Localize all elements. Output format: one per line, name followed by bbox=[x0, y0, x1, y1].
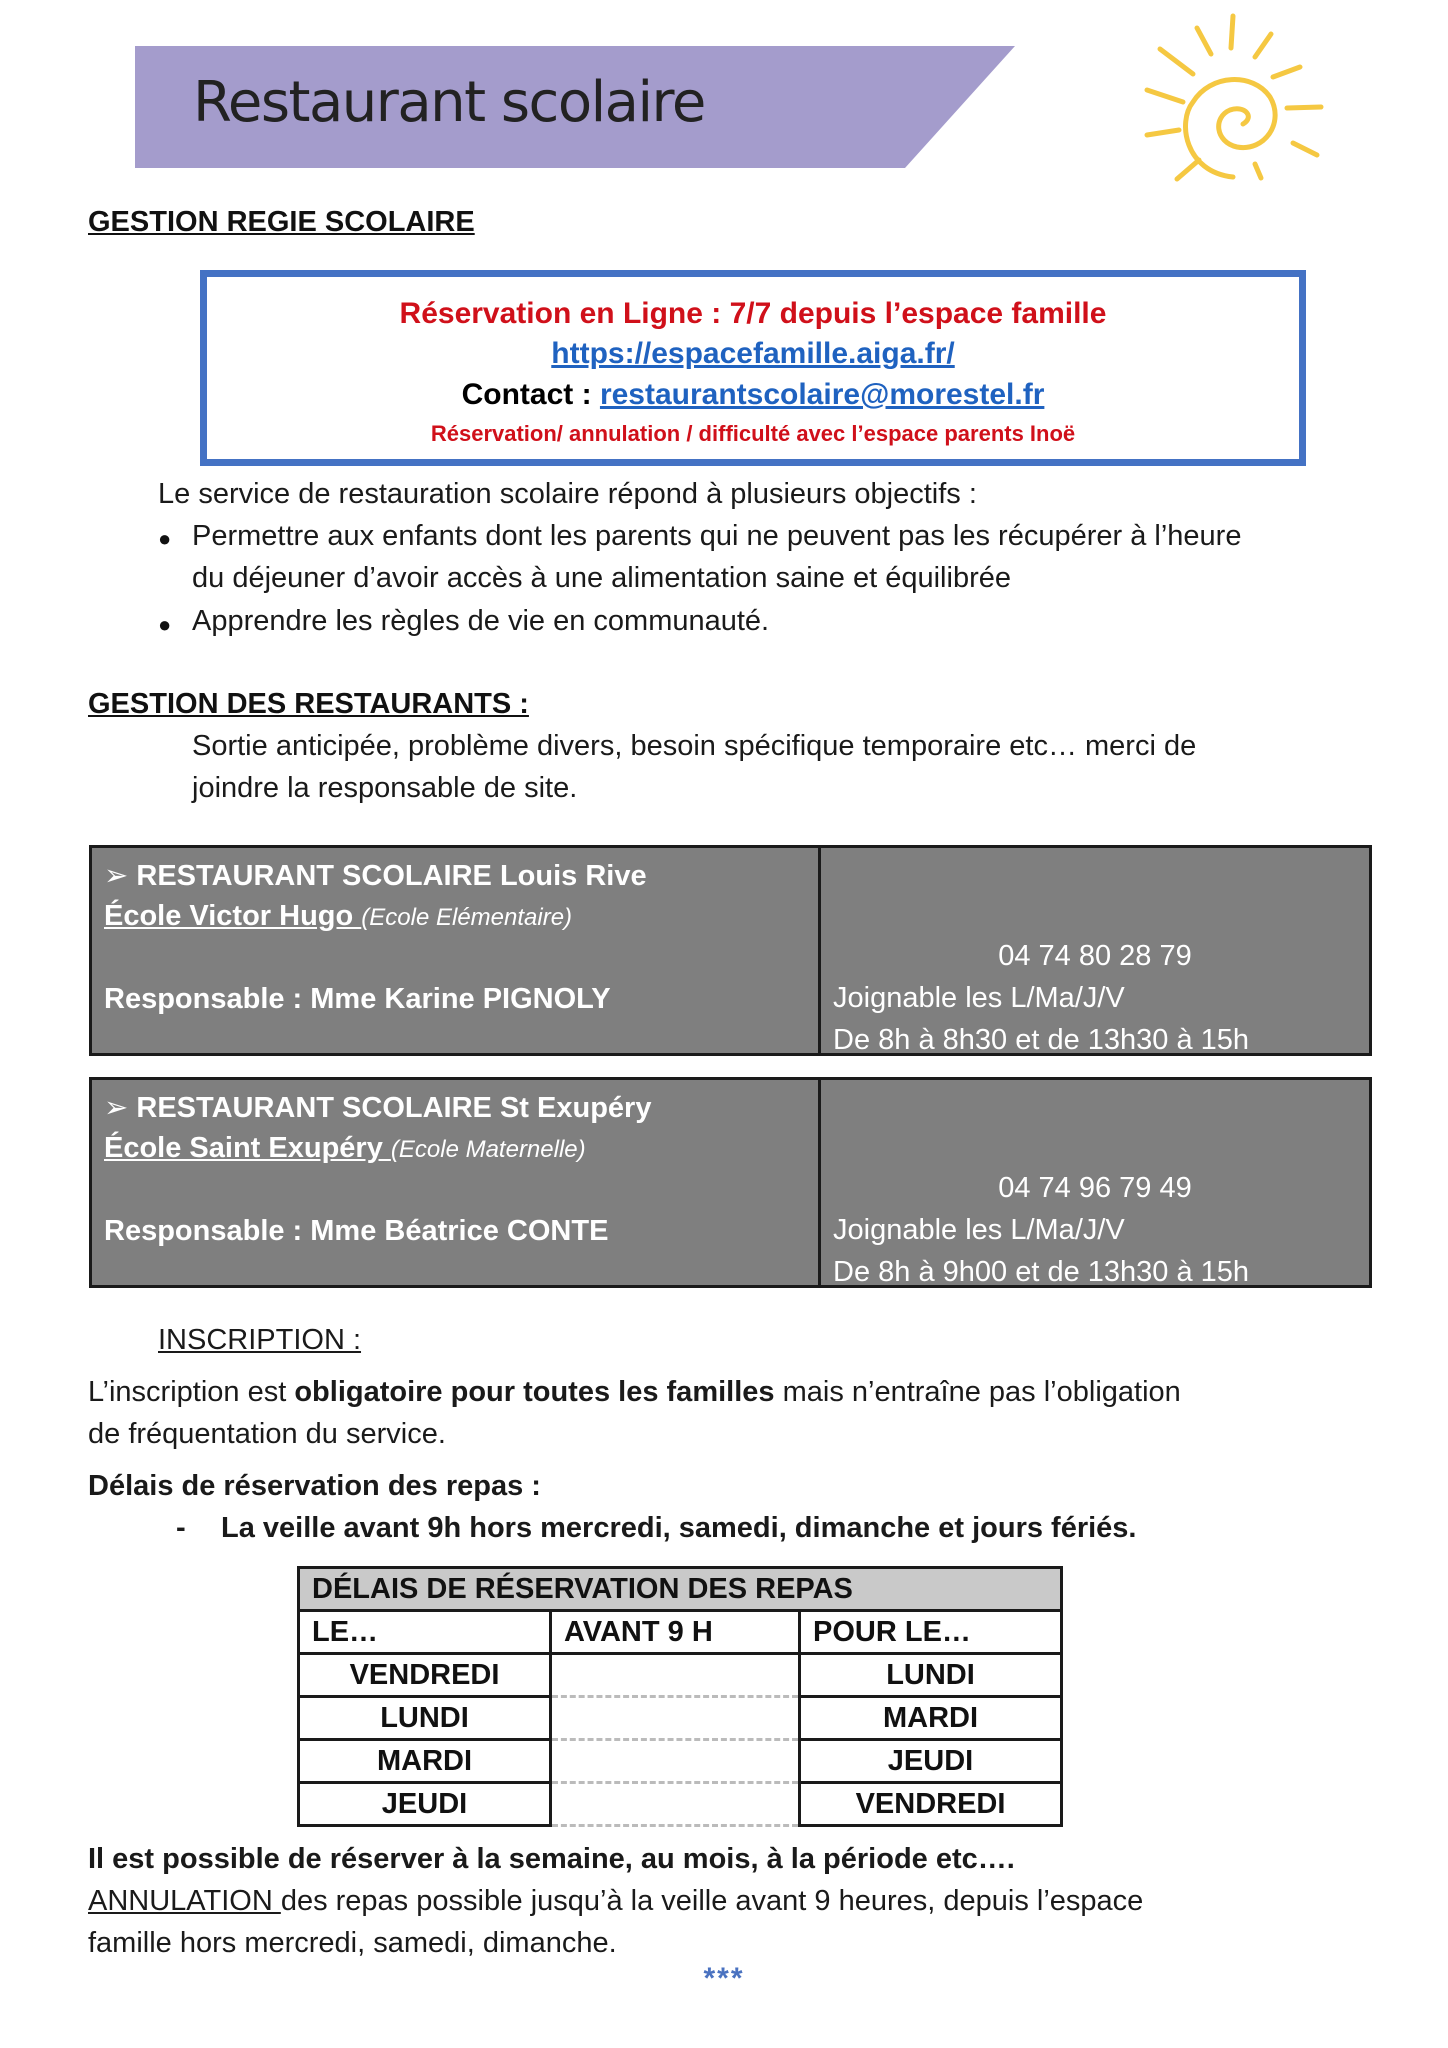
reachable-hours: De 8h à 9h00 et de 13h30 à 15h bbox=[833, 1256, 1250, 1288]
online-reservation-box bbox=[200, 270, 1306, 466]
separator-asterisks: *** bbox=[703, 1962, 745, 1995]
cell-le: LUNDI bbox=[299, 1697, 551, 1740]
reservation-delay-table bbox=[297, 1566, 1063, 1827]
cell-pour: JEUDI bbox=[800, 1740, 1062, 1783]
bullet-icon: ● bbox=[158, 526, 172, 551]
cell-le: VENDREDI bbox=[299, 1654, 551, 1697]
annulation-text: des repas possible jusqu’à la veille avant 9 heures, depuis l’espace bbox=[280, 1885, 1144, 1917]
cell-le: JEUDI bbox=[299, 1783, 551, 1826]
delais-heading: Délais de réservation des repas : bbox=[88, 1470, 541, 1502]
section-heading-restaurants: GESTION DES RESTAURANTS : bbox=[88, 688, 529, 720]
column-header: POUR LE… bbox=[800, 1611, 1062, 1654]
table-row bbox=[299, 1783, 1062, 1826]
annulation-line-2: famille hors mercredi, samedi, dimanche. bbox=[88, 1927, 617, 1959]
cell-pour: MARDI bbox=[800, 1697, 1062, 1740]
cell-avant bbox=[551, 1697, 800, 1740]
cell-pour: VENDREDI bbox=[800, 1783, 1062, 1826]
inscription-text: mais n’entraîne pas l’obligation bbox=[774, 1376, 1181, 1408]
manager: Responsable : Mme Karine PIGNOLY bbox=[104, 983, 611, 1015]
table-title: DÉLAIS DE RÉSERVATION DES REPAS bbox=[299, 1568, 1062, 1611]
phone-number: 04 74 96 79 49 bbox=[998, 1172, 1192, 1204]
section-heading-inscription: INSCRIPTION : bbox=[158, 1324, 362, 1356]
table-row bbox=[299, 1740, 1062, 1783]
possible-reservation-text: Il est possible de réserver à la semaine, au mois, à la période etc…. bbox=[88, 1843, 1015, 1875]
inscription-paragraph-line-1 bbox=[88, 1376, 1181, 1409]
reachable-days: Joignable les L/Ma/J/V bbox=[833, 982, 1125, 1014]
cell-pour: LUNDI bbox=[800, 1654, 1062, 1697]
bullet-icon: ● bbox=[158, 612, 172, 637]
school-name: École Victor Hugo bbox=[104, 900, 362, 932]
section-heading-regie: GESTION REGIE SCOLAIRE bbox=[88, 206, 475, 238]
annulation-label: ANNULATION bbox=[88, 1885, 281, 1917]
contact-email-link[interactable]: restaurantscolaire@morestel.fr bbox=[599, 378, 1045, 411]
manager: Responsable : Mme Béatrice CONTE bbox=[104, 1215, 609, 1247]
school-name: École Saint Exupéry bbox=[104, 1132, 391, 1164]
table-row bbox=[299, 1654, 1062, 1697]
reachable-hours: De 8h à 8h30 et de 13h30 à 15h bbox=[833, 1024, 1250, 1056]
bullet-2: Apprendre les règles de vie en communauté. bbox=[192, 605, 770, 637]
restaurant-card-louis-rive bbox=[89, 845, 1372, 1056]
arrow-icon: ➢ bbox=[104, 860, 129, 892]
intro-text: Le service de restauration scolaire répond à plusieurs objectifs : bbox=[158, 478, 977, 510]
bullet-1-line-2: du déjeuner d’avoir accès à une alimentation saine et équilibrée bbox=[192, 562, 1011, 594]
restaurant-name: RESTAURANT SCOLAIRE St Exupéry bbox=[136, 1092, 652, 1124]
column-header: LE… bbox=[299, 1611, 551, 1654]
table-row bbox=[299, 1697, 1062, 1740]
reachable-days: Joignable les L/Ma/J/V bbox=[833, 1214, 1125, 1246]
page-title: Restaurant scolaire bbox=[193, 70, 705, 135]
cell-avant bbox=[551, 1740, 800, 1783]
restaurants-body-line-1: Sortie anticipée, problème divers, besoin spécifique temporaire etc… merci de bbox=[192, 730, 1197, 762]
phone-number: 04 74 80 28 79 bbox=[998, 940, 1192, 972]
reservation-note: Réservation/ annulation / difficulté avec l’espace parents Inoë bbox=[430, 421, 1076, 446]
arrow-icon: ➢ bbox=[104, 1092, 129, 1124]
school-type: (Ecole Elémentaire) bbox=[361, 904, 573, 931]
espace-famille-link[interactable]: https://espacefamille.aiga.fr/ bbox=[551, 337, 955, 370]
restaurant-card-st-exupery bbox=[89, 1077, 1372, 1288]
cell-avant bbox=[551, 1783, 800, 1826]
inscription-text: L’inscription est bbox=[88, 1376, 295, 1408]
table-header-row bbox=[299, 1611, 1062, 1654]
cell-avant bbox=[551, 1654, 800, 1697]
title-banner bbox=[135, 46, 1015, 168]
bullet-1-line-1: Permettre aux enfants dont les parents qui ne peuvent pas les récupérer à l’heure bbox=[192, 520, 1242, 552]
column-header: AVANT 9 H bbox=[551, 1611, 800, 1654]
online-reservation-line: Réservation en Ligne : 7/7 depuis l’espace famille bbox=[399, 297, 1107, 330]
inscription-paragraph-line-2: de fréquentation du service. bbox=[88, 1418, 446, 1450]
contact-label: Contact : bbox=[461, 378, 600, 411]
restaurant-name: RESTAURANT SCOLAIRE Louis Rive bbox=[136, 860, 647, 892]
restaurants-body-line-2: joindre la responsable de site. bbox=[192, 772, 578, 804]
school-type: (Ecole Maternelle) bbox=[390, 1136, 586, 1163]
sun-icon bbox=[1125, 12, 1345, 202]
cell-le: MARDI bbox=[299, 1740, 551, 1783]
inscription-mandatory: obligatoire pour toutes les familles bbox=[294, 1376, 775, 1408]
delais-rule: La veille avant 9h hors mercredi, samedi, dimanche et jours fériés. bbox=[221, 1512, 1137, 1544]
dash-icon: - bbox=[176, 1512, 186, 1544]
annulation-line-1 bbox=[88, 1885, 1143, 1918]
